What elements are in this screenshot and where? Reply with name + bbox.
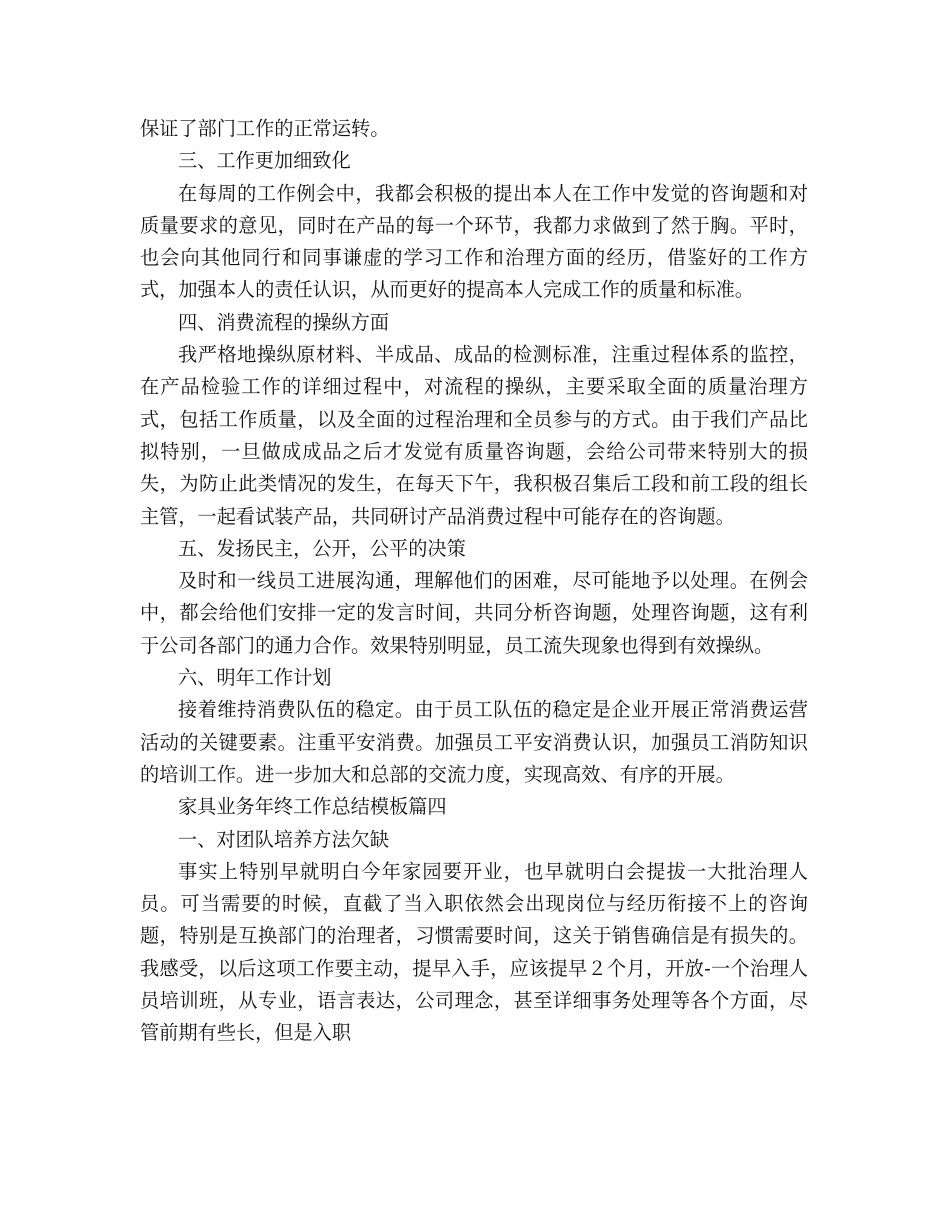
section-heading: 三、工作更加细致化 — [178, 149, 351, 173]
section-heading: 四、消费流程的操纵方面 — [178, 310, 390, 334]
paragraph: 及时和一线员工进展沟通，理解他们的困难，尽可能地予以处理。在例会中，都会给他们安排一定的发言时间，共同分析咨询题，处理咨询题，这有利于公司各部门的通力合作。效果特别明显，员工流失现象也得到有效操纵。 — [140, 569, 808, 657]
paragraph: 在每周的工作例会中，我都会积极的提出本人在工作中发觉的咨询题和对质量要求的意见，同时在产品的每一个环节，我都力求做到了然于胸。平时，也会向其他同行和同事谦虚的学习工作和治理方面的经历，借鉴好的工作方式，加强本人的责任认识，从而更好的提高本人完成工作的质量和标准。 — [140, 181, 808, 302]
section-heading: 六、明年工作计划 — [178, 666, 332, 690]
section-heading: 五、发扬民主，公开，公平的决策 — [178, 536, 466, 560]
document-subtitle: 家具业务年终工作总结模板篇四 — [178, 795, 447, 819]
document-body — [140, 113, 808, 1050]
paragraph: 我严格地操纵原材料、半成品、成品的检测标准，注重过程体系的监控，在产品检验工作的详细过程中，对流程的操纵，主要采取全面的质量治理方式，包括工作质量，以及全面的过程治理和全员参与的方式。由于我们产品比拟特别，一旦做成成品之后才发觉有质量咨询题，会给公司带来特别大的损失，为防止此类情况的发生，在每天下午，我积极召集后工段和前工段的组长主管，一起看试装产品，共同研讨产品消费过程中可能存在的咨询题。 — [140, 343, 808, 528]
paragraph: 保证了部门工作的正常运转。 — [140, 117, 390, 140]
section-heading: 一、对团队培养方法欠缺 — [178, 827, 390, 851]
paragraph: 接着维持消费队伍的稳定。由于员工队伍的稳定是企业开展正常消费运营活动的关键要素。注重平安消费。加强员工平安消费认识，加强员工消防知识的培训工作。进一步加大和总部的交流力度，实现高效、有序的开展。 — [140, 698, 808, 786]
paragraph: 事实上特别早就明白今年家园要开业，也早就明白会提拔一大批治理人员。可当需要的时候，直截了当入职依然会出现岗位与经历衔接不上的咨询题，特别是互换部门的治理者，习惯需要时间，这关于销售确信是有损失的。我感受，以后这项工作要主动，提早入手，应该提早２个月，开放-一个治理人员培训班，从专业，语言表达，公司理念，甚至详细事务处理等各个方面，尽管前期有些长，但是入职 — [140, 859, 808, 1045]
